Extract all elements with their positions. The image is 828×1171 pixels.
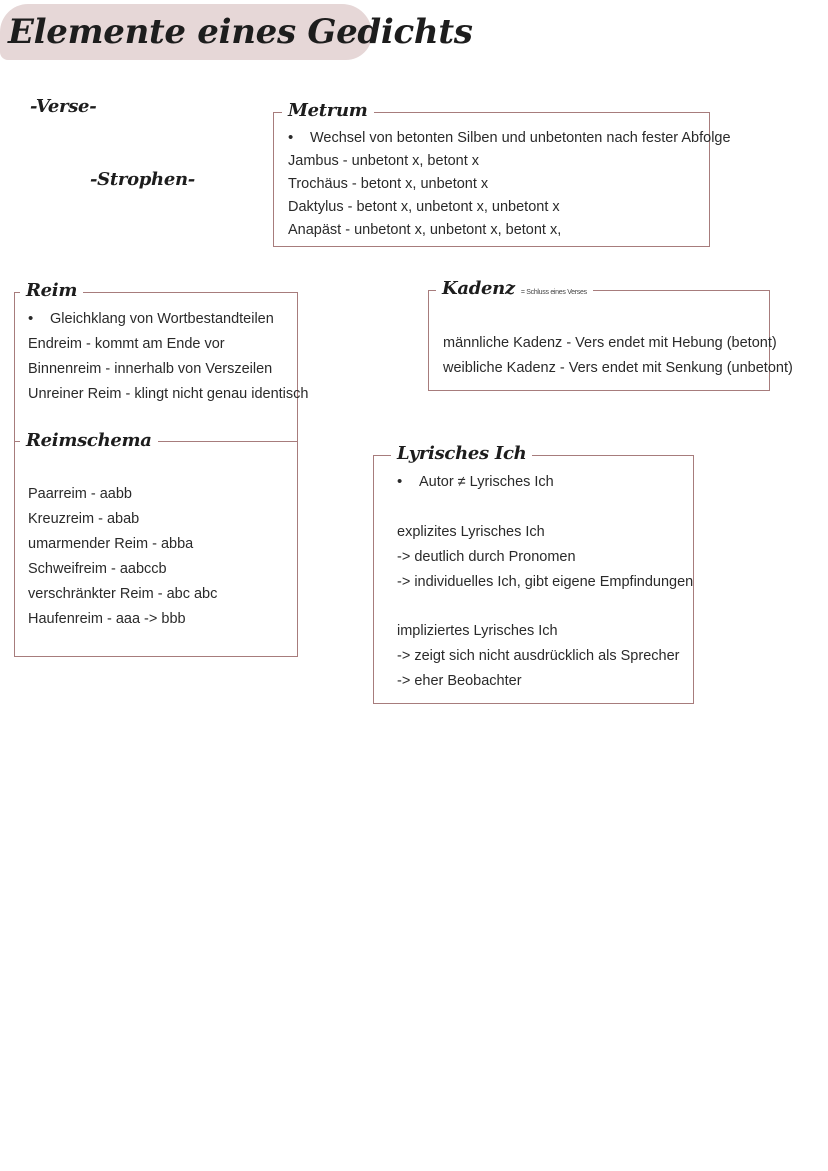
metrum-line: Trochäus - betont x, unbetont x bbox=[288, 176, 489, 192]
metrum-line: Anapäst - unbetont x, unbetont x, betont x, bbox=[288, 222, 562, 238]
metrum-line: Daktylus - betont x, unbetont x, unbetont x bbox=[288, 199, 560, 215]
lyrisches-ich-line: -> individuelles Ich, gibt eigene Empfindungen bbox=[397, 574, 694, 590]
lyrisches-ich-line: impliziertes Lyrisches Ich bbox=[397, 623, 558, 639]
lyrisches-ich-line: -> zeigt sich nicht ausdrücklich als Sprecher bbox=[397, 648, 680, 664]
reim-line: Binnenreim - innerhalb von Verszeilen bbox=[28, 361, 273, 377]
reimschema-line: umarmender Reim - abba bbox=[28, 536, 194, 552]
reim-bullet: • Gleichklang von Wortbestandteilen bbox=[28, 309, 274, 329]
reim-line: Unreiner Reim - klingt nicht genau identisch bbox=[28, 386, 309, 402]
metrum-line: Jambus - unbetont x, betont x bbox=[288, 153, 480, 169]
lyrisches-ich-line: explizites Lyrisches Ich bbox=[397, 524, 545, 540]
reimschema-line: Schweifreim - aabccb bbox=[28, 561, 167, 577]
kadenz-line: männliche Kadenz - Vers endet mit Hebung (betont) bbox=[443, 335, 777, 351]
verse-label: -Verse- bbox=[30, 96, 97, 117]
lyrisches-ich-bullet: • Autor ≠ Lyrisches Ich bbox=[397, 472, 554, 492]
reimschema-line: Kreuzreim - abab bbox=[28, 511, 140, 527]
reim-line: Endreim - kommt am Ende vor bbox=[28, 336, 225, 352]
lyrisches-ich-line: -> deutlich durch Pronomen bbox=[397, 549, 576, 565]
metrum-bullet: • Wechsel von betonten Silben und unbetonten nach fester Abfolge bbox=[288, 128, 731, 148]
metrum-label: Metrum bbox=[282, 100, 374, 122]
page-title: Elemente eines Gedichts bbox=[8, 12, 473, 52]
kadenz-note: = Schluss eines Verses bbox=[520, 289, 587, 296]
reimschema-line: Haufenreim - aaa -> bbb bbox=[28, 611, 186, 627]
strophen-label: -Strophen- bbox=[90, 169, 195, 190]
lyrisches-ich-label: Lyrisches Ich bbox=[391, 443, 532, 465]
reimschema-line: Paarreim - aabb bbox=[28, 486, 132, 502]
reim-label: Reim bbox=[20, 280, 83, 302]
kadenz-title: Kadenz bbox=[442, 278, 515, 299]
kadenz-label bbox=[436, 278, 593, 304]
reimschema-label: Reimschema bbox=[20, 430, 158, 452]
reimschema-line: verschränkter Reim - abc abc bbox=[28, 586, 218, 602]
lyrisches-ich-line: -> eher Beobachter bbox=[397, 673, 522, 689]
kadenz-line: weibliche Kadenz - Vers endet mit Senkung (unbetont) bbox=[443, 360, 793, 376]
